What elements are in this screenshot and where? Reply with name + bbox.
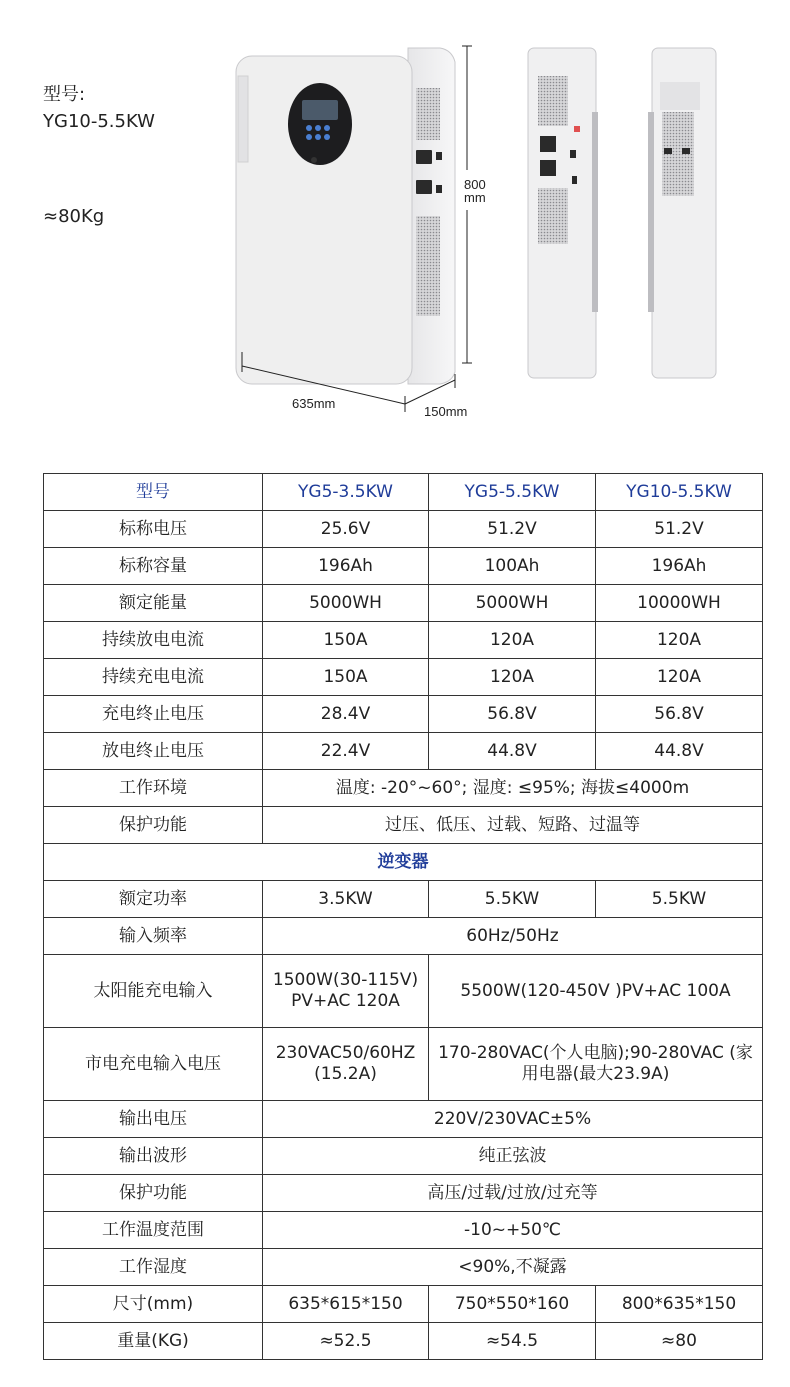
cell: 635*615*150 [263,1286,429,1323]
table-row [44,1138,763,1175]
header-yg10-5-5kw: YG10-5.5KW [596,474,763,511]
row-label: 输出电压 [44,1101,263,1138]
cell: 150A [263,622,429,659]
cell: ≈52.5 [263,1323,429,1360]
inverter-section-row [44,844,763,881]
table-row [44,585,763,622]
cell: 5000WH [429,585,596,622]
cell: 196Ah [263,548,429,585]
cell: 56.8V [596,696,763,733]
cell: 5.5KW [596,881,763,918]
width-dimension: 635mm [292,396,336,411]
row-label: 持续放电电流 [44,622,263,659]
row-label: 工作环境 [44,770,263,807]
cell: -10~+50℃ [263,1212,763,1249]
product-image [0,0,790,440]
side-view-right [648,48,716,378]
cell: ≈54.5 [429,1323,596,1360]
cell: 150A [263,659,429,696]
cell: 纯正弦波 [263,1138,763,1175]
table-row [44,770,763,807]
table-row [44,1101,763,1138]
weight-value: ≈80Kg [43,206,105,227]
cell: 100Ah [429,548,596,585]
table-row [44,1249,763,1286]
cell: 温度: -20°~60°; 湿度: ≤95%; 海拔≤4000m [263,770,763,807]
cell: 120A [596,659,763,696]
row-label: 保护功能 [44,807,263,844]
height-unit: mm [464,190,486,205]
cell: 120A [429,622,596,659]
table-row [44,733,763,770]
table-row [44,807,763,844]
height-dimension [464,178,486,204]
cell: ≈80 [596,1323,763,1360]
height-value: 800 [464,177,486,192]
table-row [44,1212,763,1249]
cell: 170-280VAC(个人电脑);90-280VAC (家用电器(最大23.9A) [429,1028,763,1101]
row-label: 重量(KG) [44,1323,263,1360]
table-row [44,881,763,918]
cell: 高压/过载/过放/过充等 [263,1175,763,1212]
row-label: 放电终止电压 [44,733,263,770]
table-row [44,955,763,1028]
model-value: YG10-5.5KW [43,111,155,132]
table-row [44,622,763,659]
inverter-section-title: 逆变器 [44,844,763,881]
cell: 25.6V [263,511,429,548]
cell: 230VAC50/60HZ (15.2A) [263,1028,429,1101]
row-label: 输入频率 [44,918,263,955]
row-label: 市电充电输入电压 [44,1028,263,1101]
cell: 28.4V [263,696,429,733]
cell: 56.8V [429,696,596,733]
table-row [44,918,763,955]
cell: 120A [596,622,763,659]
model-label: 型号: [43,84,86,105]
table-row [44,696,763,733]
row-label: 工作温度范围 [44,1212,263,1249]
table-row [44,548,763,585]
cell: 196Ah [596,548,763,585]
row-label: 持续充电电流 [44,659,263,696]
header-yg5-3-5kw: YG5-3.5KW [263,474,429,511]
row-label: 标称容量 [44,548,263,585]
table-row [44,659,763,696]
table-row [44,1175,763,1212]
side-view-left [528,48,598,378]
header-yg5-5-5kw: YG5-5.5KW [429,474,596,511]
cell: <90%,不凝露 [263,1249,763,1286]
row-label: 太阳能充电输入 [44,955,263,1028]
cell: 5.5KW [429,881,596,918]
cell: 44.8V [596,733,763,770]
table-header-row [44,474,763,511]
cell: 750*550*160 [429,1286,596,1323]
cell: 3.5KW [263,881,429,918]
row-label: 额定能量 [44,585,263,622]
table-row [44,1028,763,1101]
row-label: 额定功率 [44,881,263,918]
cell: 51.2V [429,511,596,548]
table-row [44,1323,763,1360]
row-label: 保护功能 [44,1175,263,1212]
cell: 120A [429,659,596,696]
cell: 过压、低压、过载、短路、过温等 [263,807,763,844]
cell: 60Hz/50Hz [263,918,763,955]
cell: 51.2V [596,511,763,548]
cell: 220V/230VAC±5% [263,1101,763,1138]
cell: 800*635*150 [596,1286,763,1323]
cell: 44.8V [429,733,596,770]
depth-dimension: 150mm [424,404,468,419]
row-label: 工作湿度 [44,1249,263,1286]
cell: 1500W(30-115V) PV+AC 120A [263,955,429,1028]
spec-table [43,473,763,1360]
row-label: 尺寸(mm) [44,1286,263,1323]
cell: 5500W(120-450V )PV+AC 100A [429,955,763,1028]
row-label: 充电终止电压 [44,696,263,733]
row-label: 标称电压 [44,511,263,548]
cell: 5000WH [263,585,429,622]
front-view [236,48,455,384]
header-model: 型号 [44,474,263,511]
row-label: 输出波形 [44,1138,263,1175]
cell: 22.4V [263,733,429,770]
table-row [44,1286,763,1323]
cell: 10000WH [596,585,763,622]
table-row [44,511,763,548]
